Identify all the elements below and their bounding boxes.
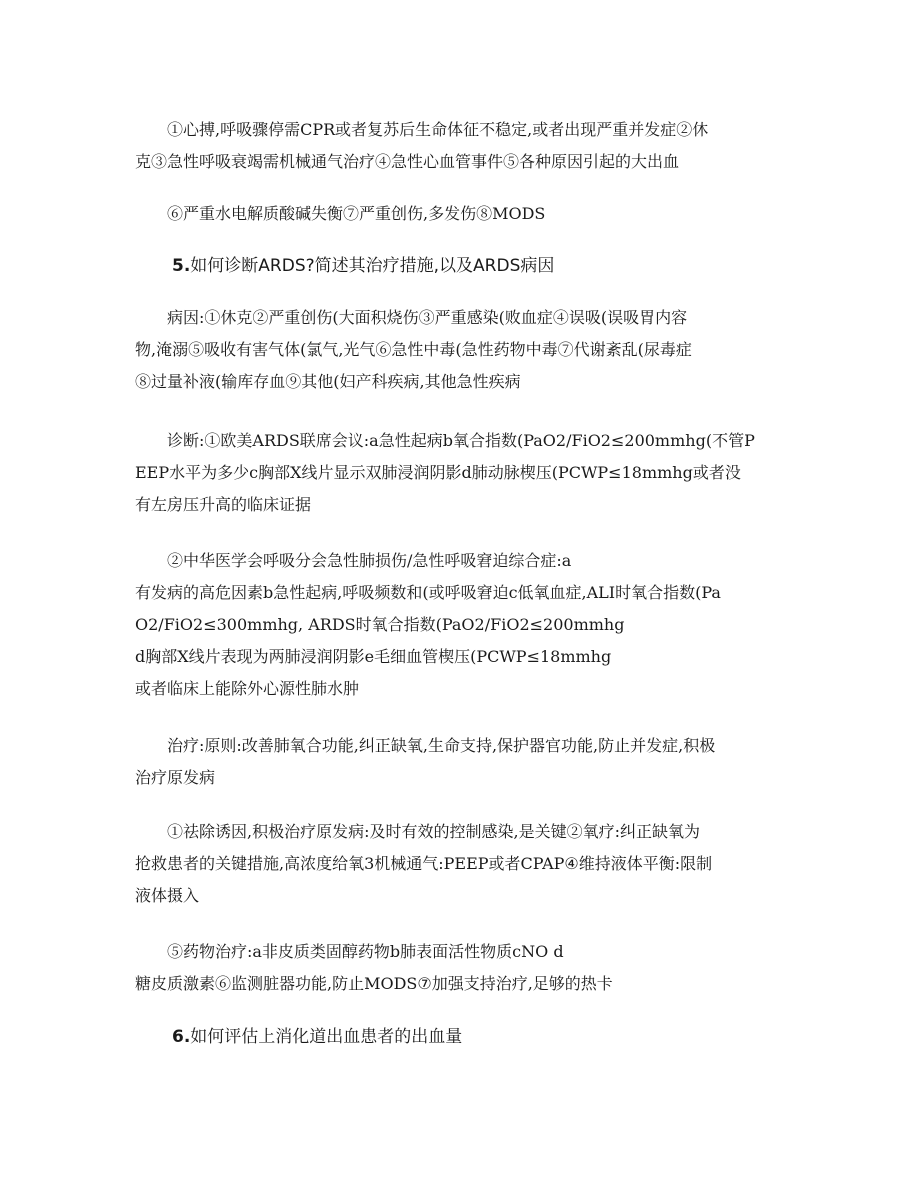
heading-text: 如何诊断ARDS?简述其治疗措施,以及ARDS病因 xyxy=(190,256,555,276)
paragraph-diagnosis-cma xyxy=(135,545,785,705)
section-heading-6 xyxy=(172,1021,462,1053)
text-line: ⑧过量补液(输库存血⑨其他(妇产科疾病,其他急性疾病 xyxy=(135,372,521,391)
paragraph-indications xyxy=(135,114,785,178)
text-line: 抢救患者的关键措施,高浓度给氧3机械通气:PEEP或者CPAP④维持液体平衡:限制 xyxy=(135,854,713,873)
heading-text: 如何评估上消化道出血患者的出血量 xyxy=(190,1027,463,1047)
text-line: 有发病的高危因素b急性起病,呼吸频数和(或呼吸窘迫c低氧血症,ALI时氧合指数(Pa xyxy=(135,583,721,602)
text-line: 治疗:原则:改善肺氧合功能,纠正缺氧,生命支持,保护器官功能,防止并发症,积极 xyxy=(167,736,716,755)
text-line: d胸部X线片表现为两肺浸润阴影e毛细血管楔压(PCWP≤18mmhg xyxy=(135,647,612,666)
text-line: 糖皮质激素⑥监测脏器功能,防止MODS⑦加强支持治疗,足够的热卡 xyxy=(135,974,613,993)
paragraph-treatment-measures xyxy=(135,816,785,912)
paragraph-drug-therapy xyxy=(135,936,785,1000)
text-line: 病因:①休克②严重创伤(大面积烧伤③严重感染(败血症④误吸(误吸胃内容 xyxy=(167,308,688,327)
heading-number: 5. xyxy=(172,256,191,276)
text-line: ⑤药物治疗:a非皮质类固醇药物b肺表面活性物质cNO d xyxy=(167,942,564,961)
paragraph-treatment-principle xyxy=(135,730,785,794)
text-line: ①祛除诱因,积极治疗原发病:及时有效的控制感染,是关键②氧疗:纠正缺氧为 xyxy=(167,822,700,841)
text-line: ②中华医学会呼吸分会急性肺损伤/急性呼吸窘迫综合症:a xyxy=(167,551,572,570)
text-line: ①心搏,呼吸骤停需CPR或者复苏后生命体征不稳定,或者出现严重并发症②休 xyxy=(167,120,709,139)
text-line: O2/FiO2≤300mmhg, ARDS时氧合指数(PaO2/FiO2≤200mmhg xyxy=(135,615,625,634)
paragraph-etiology xyxy=(135,302,785,398)
text-line: 或者临床上能除外心源性肺水肿 xyxy=(135,679,360,698)
text-line: 治疗原发病 xyxy=(135,768,216,787)
text-line: ⑥严重水电解质酸碱失衡⑦严重创伤,多发伤⑧MODS xyxy=(167,204,546,223)
section-heading-5 xyxy=(172,250,554,282)
text-line: 液体摄入 xyxy=(135,886,200,905)
text-line: 诊断:①欧美ARDS联席会议:a急性起病b氧合指数(PaO2/FiO2≤200mmhg(不管P xyxy=(167,431,755,450)
heading-number: 6. xyxy=(172,1027,191,1047)
text-line: 物,淹溺⑤吸收有害气体(氯气,光气⑥急性中毒(急性药物中毒⑦代谢紊乱(尿毒症 xyxy=(135,340,692,359)
text-line: 克③急性呼吸衰竭需机械通气治疗④急性心血管事件⑤各种原因引起的大出血 xyxy=(135,152,680,171)
text-line: EEP水平为多少c胸部X线片显示双肺浸润阴影d肺动脉楔压(PCWP≤18mmhg或者没 xyxy=(135,463,741,482)
text-line: 有左房压升高的临床证据 xyxy=(135,495,312,514)
paragraph-diagnosis-aecc xyxy=(135,425,785,521)
paragraph-indications-continued xyxy=(135,198,785,230)
